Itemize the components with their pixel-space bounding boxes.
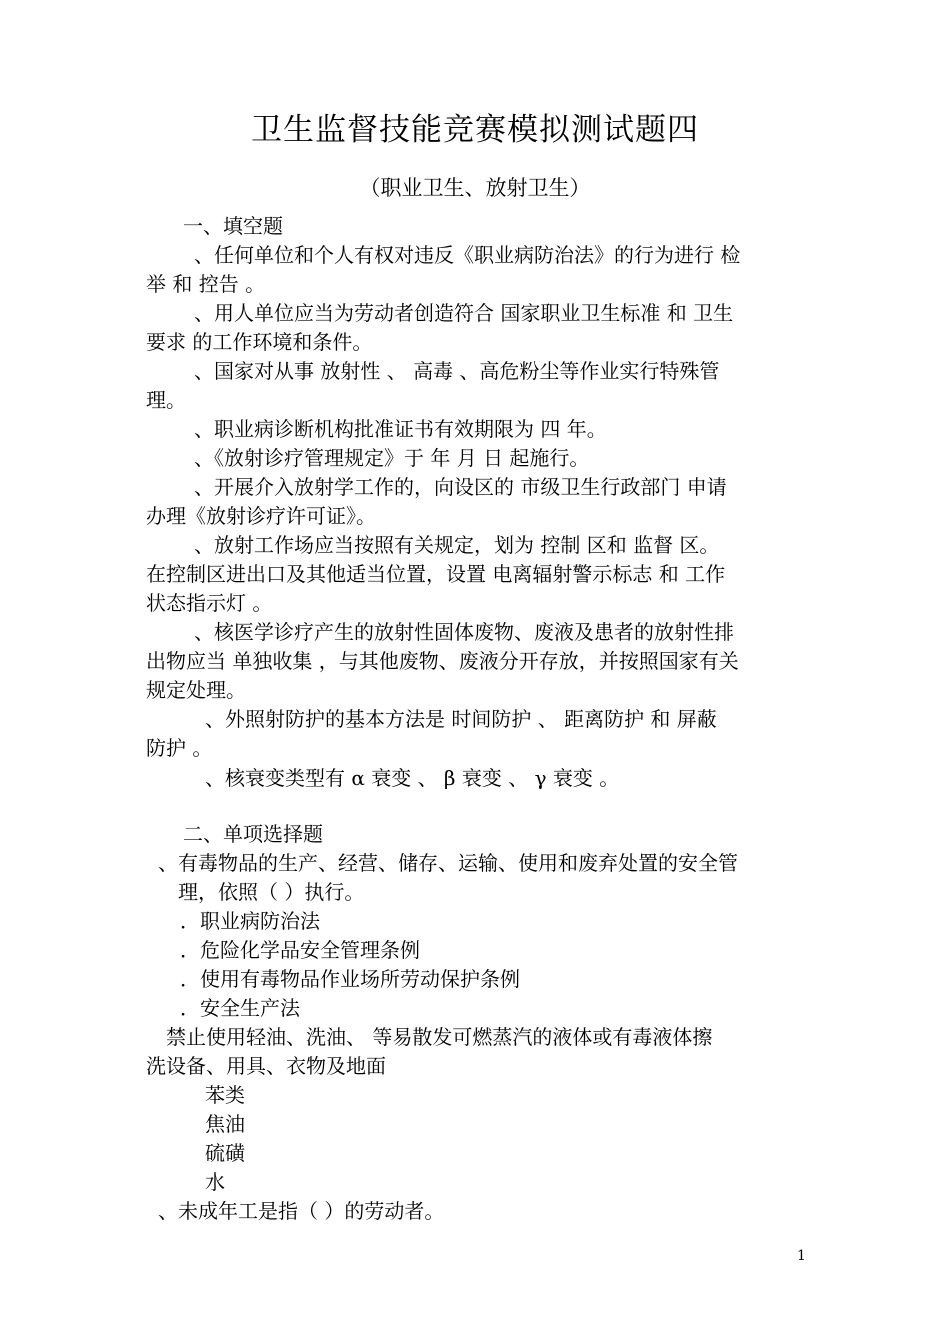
section-heading-fill-blank: 一、填空题 xyxy=(183,214,283,238)
choice-option: ．危险化学品安全管理条例 xyxy=(180,938,420,962)
question-line: 、核衰变类型有 α 衰变 、 β 衰变 、 γ 衰变 。 xyxy=(205,766,620,790)
question-line: 理。 xyxy=(146,388,186,412)
document-title: 卫生监督技能竞赛模拟测试题四 xyxy=(251,112,699,148)
question-line: 、用人单位应当为劳动者创造符合 国家职业卫生标准 和 卫生 xyxy=(194,301,734,325)
question-line: 办理《放射诊疗许可证》。 xyxy=(146,504,376,528)
question-line: 、职业病诊断机构批准证书有效期限为 四 年。 xyxy=(194,417,607,441)
choice-option: 水 xyxy=(205,1170,225,1194)
question-line: 在控制区进出口及其他适当位置，设置 电离辐射警示标志 和 工作 xyxy=(146,562,726,586)
choice-option: 苯类 xyxy=(205,1083,245,1107)
question-line: 、开展介入放射学工作的，向设区的 市级卫生行政部门 申请 xyxy=(194,475,727,499)
question-line: 、放射工作场应当按照有关规定，划为 控制 区和 监督 区。 xyxy=(194,533,720,557)
question-line: 、《放射诊疗管理规定》于 年 月 日 起施行。 xyxy=(194,446,590,470)
question-line: 禁止使用轻油、洗油、 等易散发可燃蒸汽的液体或有毒液体擦 xyxy=(166,1025,713,1049)
page-number: 1 xyxy=(797,1248,806,1264)
question-line: 状态指示灯 。 xyxy=(146,591,273,615)
section-heading-single-choice: 二、单项选择题 xyxy=(183,822,323,846)
document-subtitle: （职业卫生、放射卫生） xyxy=(359,176,591,200)
question-line: 、未成年工是指（ ）的劳动者。 xyxy=(158,1199,445,1223)
question-line: 、核医学诊疗产生的放射性固体废物、废液及患者的放射性排 xyxy=(194,620,734,644)
question-line: 出物应当 单独收集 ，与其他废物、废液分开存放，并按照国家有关 xyxy=(146,649,739,673)
question-line: 洗设备、用具、衣物及地面 xyxy=(146,1054,386,1078)
question-line: 举 和 控告 。 xyxy=(146,272,266,296)
question-line: 防护 。 xyxy=(146,736,213,760)
question-line: 、任何单位和个人有权对违反《职业病防治法》的行为进行 检 xyxy=(194,243,741,267)
choice-option: 硫磺 xyxy=(205,1141,245,1165)
question-line: 、国家对从事 放射性 、 高毒 、高危粉尘等作业实行特殊管 xyxy=(194,359,720,383)
question-line: 理，依照（ ）执行。 xyxy=(178,880,365,904)
question-line: 要求 的工作环境和条件。 xyxy=(146,330,373,354)
question-line: 规定处理。 xyxy=(146,678,246,702)
choice-option: 焦油 xyxy=(205,1112,245,1136)
choice-option: ．使用有毒物品作业场所劳动保护条例 xyxy=(180,967,520,991)
question-line: 、有毒物品的生产、经营、储存、运输、使用和废弃处置的安全管 xyxy=(158,851,738,875)
choice-option: ．安全生产法 xyxy=(180,996,300,1020)
choice-option: ．职业病防治法 xyxy=(180,909,320,933)
question-line: 、外照射防护的基本方法是 时间防护 、 距离防护 和 屏蔽 xyxy=(205,707,717,731)
